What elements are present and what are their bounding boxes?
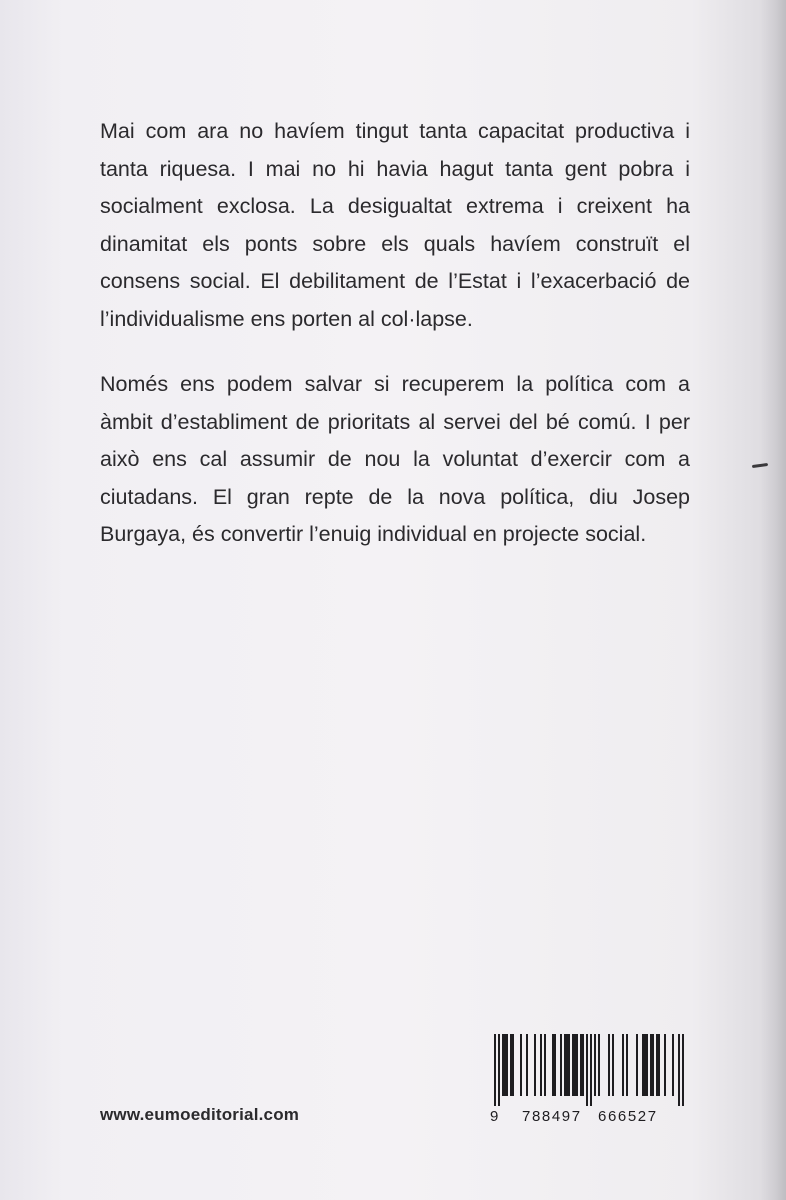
isbn-barcode — [488, 1030, 688, 1130]
barcode-bar — [652, 1034, 654, 1096]
barcode-bar — [608, 1034, 610, 1096]
barcode-bar — [510, 1034, 512, 1096]
barcode-bar — [658, 1034, 660, 1096]
barcode-bar — [672, 1034, 674, 1096]
barcode-bar — [646, 1034, 648, 1096]
barcode-bar — [636, 1034, 638, 1096]
barcode-bar — [644, 1034, 646, 1096]
barcode-bar — [598, 1034, 600, 1096]
barcode-bar — [572, 1034, 574, 1096]
barcode-first-digit: 9 — [490, 1108, 499, 1125]
barcode-bar — [502, 1034, 504, 1096]
barcode-guard-bar — [494, 1034, 496, 1106]
barcode-guard-bar — [678, 1034, 680, 1106]
barcode-bar — [544, 1034, 546, 1096]
barcode-bar — [568, 1034, 570, 1096]
blurb-paragraph-1: Mai com ara no havíem tingut tanta capacitat productiva i tanta riquesa. I mai no hi havia hagut tanta gent pobra i socialment exclosa. La desigualtat extrema i creixent ha dinamitat els ponts sobre els quals havíem construït el consens social. El debilitament de l’Estat i l’exacerbació de l’individualisme ens porten al col·lapse. — [100, 119, 690, 331]
barcode-bar — [582, 1034, 584, 1096]
barcode-bar — [594, 1034, 596, 1096]
barcode-bar — [526, 1034, 528, 1096]
barcode-bar — [506, 1034, 508, 1096]
barcode-bar — [580, 1034, 582, 1096]
barcode-guard-bar — [498, 1034, 500, 1106]
barcode-right-group: 666527 — [598, 1108, 658, 1125]
barcode-bar — [566, 1034, 568, 1096]
barcode-bar — [622, 1034, 624, 1096]
barcode-bar — [552, 1034, 554, 1096]
barcode-guard-bar — [586, 1034, 588, 1106]
barcode-bar — [574, 1034, 576, 1096]
barcode-bar — [564, 1034, 566, 1096]
barcode-guard-bar — [590, 1034, 592, 1106]
barcode-bar — [512, 1034, 514, 1096]
barcode-left-group: 788497 — [522, 1108, 582, 1125]
barcode-bar — [656, 1034, 658, 1096]
barcode-bar — [642, 1034, 644, 1096]
barcode-bars — [488, 1030, 688, 1110]
barcode-bar — [534, 1034, 536, 1096]
publisher-website[interactable]: www.eumoeditorial.com — [100, 1105, 300, 1124]
barcode-bar — [612, 1034, 614, 1096]
barcode-bar — [540, 1034, 542, 1096]
barcode-bar — [664, 1034, 666, 1096]
barcode-bar — [576, 1034, 578, 1096]
barcode-bar — [504, 1034, 506, 1096]
barcode-guard-bar — [682, 1034, 684, 1106]
barcode-bar — [560, 1034, 562, 1096]
barcode-bar — [626, 1034, 628, 1096]
barcode-bar — [520, 1034, 522, 1096]
blurb-paragraph-2: Només ens podem salvar si recuperem la política com a àmbit d’establiment de prioritats al servei del bé comú. I per això ens cal assumir de nou la voluntat d’exercir com a ciutadans. El gran repte de la nova política, diu Josep Burgaya, és convertir l’enuig individual en projecte social. — [100, 372, 690, 546]
barcode-bar — [554, 1034, 556, 1096]
barcode-bar — [650, 1034, 652, 1096]
cover-edge-shadow — [760, 0, 786, 1200]
